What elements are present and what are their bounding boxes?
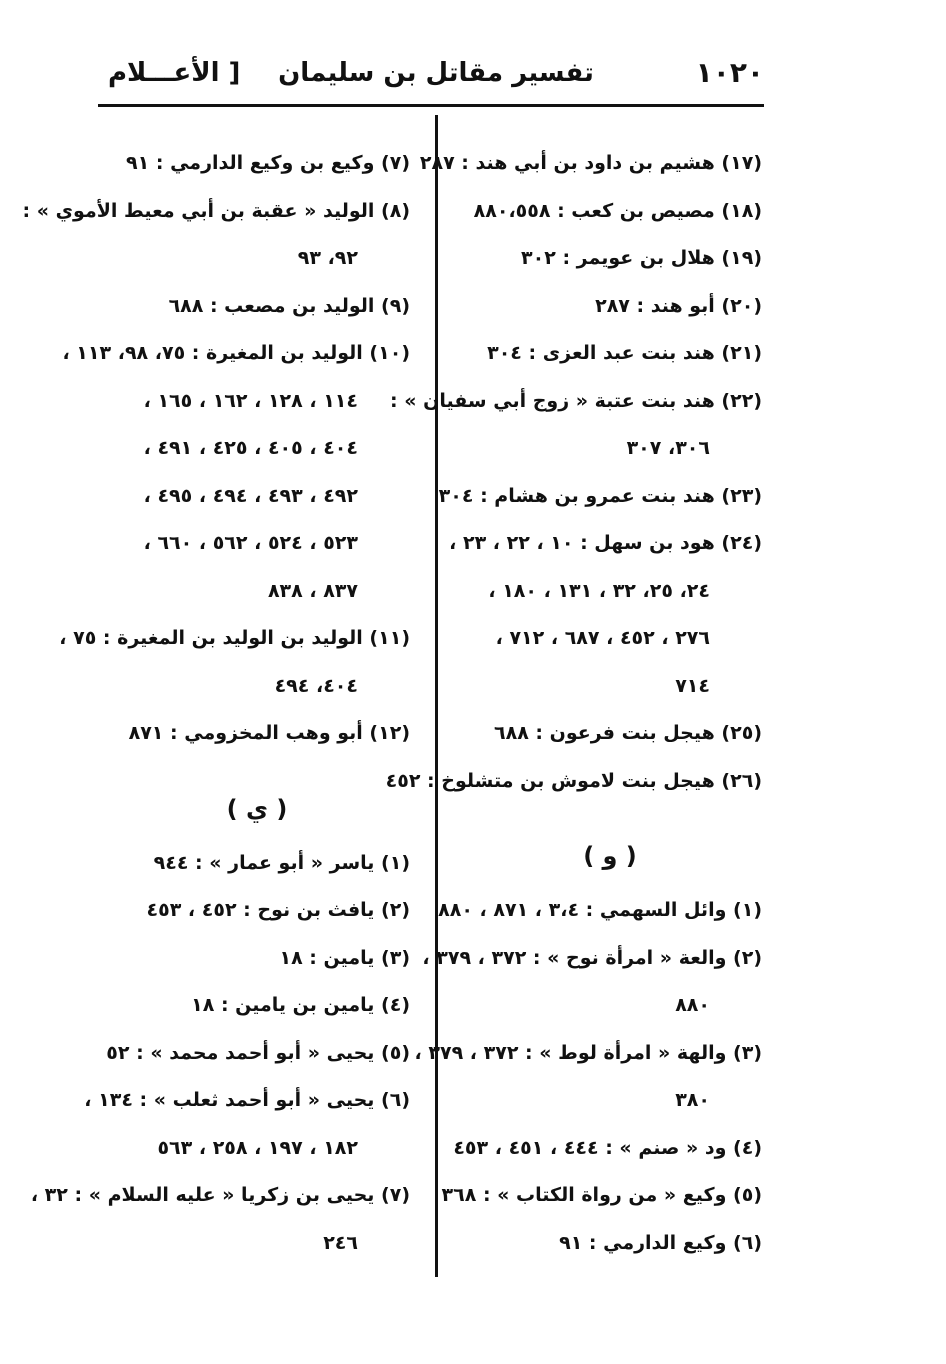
index-entry-continuation: ٣٠٦، ٣٠٧ xyxy=(626,437,710,459)
index-entry: (٥) يحيى « أبو أحمد محمد » : ٥٢ xyxy=(106,1041,410,1064)
index-entry: (٧) وكيع بن وكيع الدارمي : ٩١ xyxy=(126,152,410,174)
index-entry: (٢٤) هود بن سهل : ١٠ ، ٢٢ ، ٢٣ ، xyxy=(449,532,762,554)
index-entry-continuation: ١١٤ ، ١٢٨ ، ١٦٢ ، ١٦٥ ، xyxy=(143,389,358,412)
index-entry-continuation: ٣٨٠ xyxy=(675,1089,710,1111)
index-entry: (٥) وكيع « من رواة الكتاب » : ٣٦٨ xyxy=(441,1184,762,1206)
index-entry: (٧) يحيى بن زكريا « عليه السلام » : ٣٢ ، xyxy=(30,1184,410,1206)
index-entry-continuation: ٢٤، ٢٥، ٣٢ ، ١٣١ ، ١٨٠ ، xyxy=(488,579,710,602)
index-entry-continuation: ٤٠٤ ، ٤٠٥ ، ٤٢٥ ، ٤٩١ ، xyxy=(143,437,358,459)
index-entry: (٤) ود « صنم » : ٤٤٤ ، ٤٥١ ، ٤٥٣ xyxy=(453,1136,762,1159)
left-column xyxy=(22,140,410,1267)
index-entry: (٢٥) هيجل بنت فرعون : ٦٨٨ xyxy=(494,722,762,744)
section-title: [ الأعـــلام xyxy=(108,58,241,88)
index-entry-continuation: ٤٩٢ ، ٤٩٣ ، ٤٩٤ ، ٤٩٥ ، xyxy=(143,484,358,507)
index-entry-continuation: ٢٤٦ xyxy=(323,1231,358,1254)
page-header xyxy=(108,48,764,100)
index-entry: (٦) وكيع الدارمي : ٩١ xyxy=(559,1231,762,1254)
index-entry: (٢) والعة « امرأة نوح » : ٣٧٢ ، ٣٧٩ ، xyxy=(422,946,762,969)
index-entry: (٤) يامين بن يامين : ١٨ xyxy=(191,994,410,1016)
index-entry: (٢٢) هند بنت عتبة « زوج أبي سفيان » : xyxy=(390,389,762,412)
spacer xyxy=(458,805,762,825)
index-entry-continuation: ٥٢٣ ، ٥٢٤ ، ٥٦٢ ، ٦٦٠ ، xyxy=(143,532,358,554)
index-entry: (٣) والهة « امرأة لوط » : ٣٧٢ ، ٣٧٩ ، xyxy=(414,1041,762,1064)
index-entry: (١٢) أبو وهب المخزومي : ٨٧١ xyxy=(128,722,410,744)
header-rule xyxy=(98,104,764,107)
letter-heading: ( و ) xyxy=(583,842,637,870)
index-entry: (٢٠) أبو هند : ٢٨٧ xyxy=(595,294,762,317)
index-entry-continuation: ١٨٢ ، ١٩٧ ، ٢٥٨ ، ٥٦٣ xyxy=(157,1136,358,1159)
right-column xyxy=(385,140,762,1267)
index-entry: (٢٣) هند بنت عمرو بن هشام : ٣٠٤ xyxy=(438,484,762,507)
index-entry: (١٨) مصيص بن كعب : ٨٨٠،٥٥٨ xyxy=(473,199,762,222)
index-entry: (١١) الوليد بن الوليد بن المغيرة : ٧٥ ، xyxy=(59,627,410,649)
page-number: ١٠٢٠ xyxy=(695,56,764,89)
index-entry: (٦) يحيى « أبو أحمد ثعلب » : ١٣٤ ، xyxy=(84,1089,410,1111)
index-entry: (١) ياسر « أبو عمار » : ٩٤٤ xyxy=(153,851,410,874)
index-entry: (٢١) هند بنت عبد العزى : ٣٠٤ xyxy=(487,342,762,364)
index-entry: (٩) الوليد بن مصعب : ٦٨٨ xyxy=(168,294,410,317)
index-entry: (١٧) هشيم بن داود بن أبي هند : ٢٨٧ xyxy=(419,152,762,174)
index-entry-continuation: ٩٢، ٩٣ xyxy=(297,247,358,269)
index-entry-continuation: ٨٨٠ xyxy=(675,994,710,1016)
index-entry-continuation: ٢٧٦ ، ٤٥٢ ، ٦٨٧ ، ٧١٢ ، xyxy=(495,627,710,649)
column-divider xyxy=(435,115,438,1277)
index-entry: (١٩) هلال بن عويمر : ٣٠٢ xyxy=(521,247,762,269)
spacer xyxy=(104,758,410,778)
index-entry-continuation: ٧١٤ xyxy=(675,674,710,697)
index-entry-continuation: ٤٠٤، ٤٩٤ xyxy=(274,674,358,697)
letter-heading: ( ي ) xyxy=(226,794,288,823)
index-entry: (٣) يامين : ١٨ xyxy=(279,946,410,969)
index-entry: (١٠) الوليد بن المغيرة : ٧٥، ٩٨، ١١٣ ، xyxy=(62,342,410,364)
index-entry: (٢٦) هيجل بنت لاموش بن متشلوخ : ٤٥٢ xyxy=(385,769,762,792)
index-entry: (٨) الوليد « عقبة بن أبي معيط الأموي » : xyxy=(22,199,410,222)
index-entry: (١) وائل السهمي : ٣،٤ ، ٨٧١ ، ٨٨٠ xyxy=(438,899,762,921)
book-title: تفسير مقاتل بن سليمان xyxy=(278,58,594,88)
index-entry: (٢) يافث بن نوح : ٤٥٢ ، ٤٥٣ xyxy=(146,899,410,921)
index-entry-continuation: ٨٣٧ ، ٨٣٨ xyxy=(267,579,358,602)
